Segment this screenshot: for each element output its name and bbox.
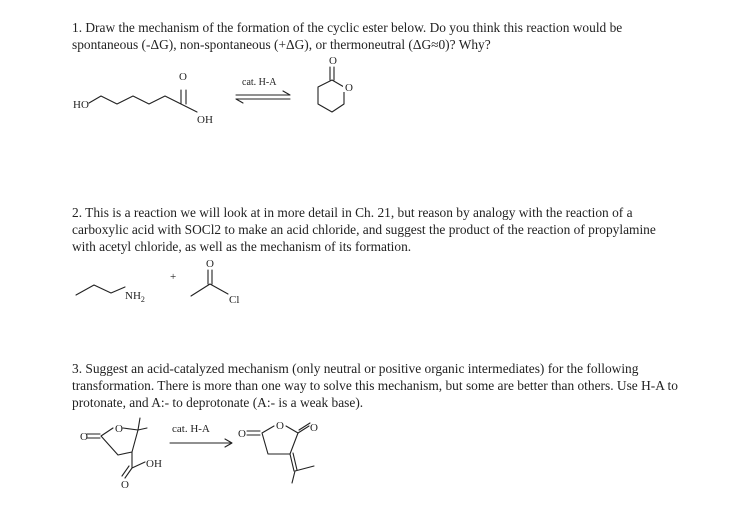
scheme-2-acetyl-chloride [191,258,239,306]
catalyst-label-1: cat. H-A [242,77,277,88]
reactant-o1-label: O [80,431,88,443]
product-o1-label: O [238,428,246,440]
question-1-text: 1. Draw the mechanism of the formation of the cyclic ester below. Do you think this reaction would be spontaneous (-ΔG), non-spontaneous (+ΔG), or thermoneutral (ΔG≈0)? Why? [72,20,623,52]
scheme-3-arrow [170,423,232,447]
question-2-text: 2. This is a reaction we will look at in more detail in Ch. 21, but reason by analogy with the reaction of a carboxylic acid with SOCl2 to make an acid chloride, and suggest the product of the reaction of propylamine with acetyl chloride, as well as the mechanism of its formation. [72,205,656,254]
scheme-1-reactant [73,71,213,126]
cl-label: Cl [229,294,240,306]
scheme-1-product-lactone [318,55,355,112]
scheme-3-reactant [80,418,162,491]
oh-label: OH [197,114,213,126]
ho-label: HO [73,99,89,111]
reactant-oh-label: OH [146,458,162,470]
question-3-text: 3. Suggest an acid-catalyzed mechanism (only neutral or positive organic intermediates) for the following transformation. There is more than one way to solve this mechanism, but some are better than others. Use H-A to protonate, and A:- to deprotonate (A:- is a weak base). [72,361,678,410]
reactant-bottom-o-label: O [121,479,129,491]
reactant-ring-o-label: O [115,423,123,435]
plus-sign: + [170,271,177,283]
ring-o-label: O [345,82,353,94]
acetyl-o-label: O [206,258,214,270]
carbonyl-o-label: O [179,71,187,83]
equilibrium-arrows [236,77,290,103]
scheme-2-propylamine [76,285,145,304]
scheme-3-product [238,420,318,483]
catalyst-label-3: cat. H-A [172,423,210,435]
product-ring-o-label: O [276,420,284,432]
nh-label: $NH_2$ [125,290,145,304]
product-carbonyl-o-label: O [329,55,337,67]
product-o2-label: O [310,422,318,434]
